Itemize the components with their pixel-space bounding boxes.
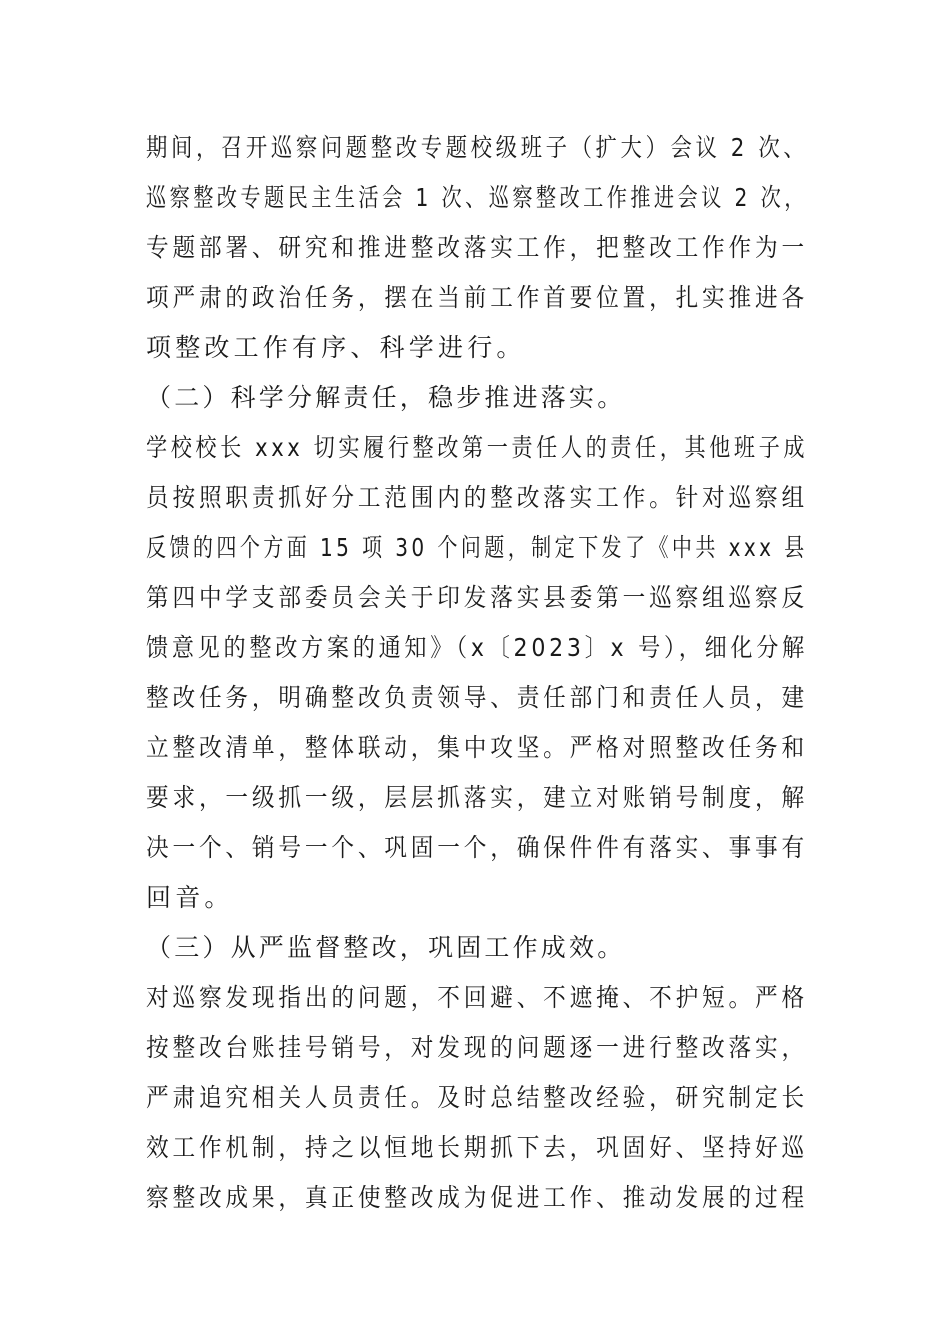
body-text-line: 效工作机制，持之以恒地长期抓下去，巩固好、坚持好巡	[146, 1133, 808, 1162]
section-heading-3: （三）从严监督整改，巩固工作成效。	[146, 933, 626, 962]
body-text-line: 整改任务，明确整改负责领导、责任部门和责任人员，建	[146, 683, 808, 712]
body-text-line: 严肃追究相关人员责任。及时总结整改经验，研究制定长	[146, 1083, 808, 1112]
section-heading-2: （二）科学分解责任，稳步推进落实。	[146, 383, 626, 412]
body-text-line: 要求，一级抓一级，层层抓落实，建立对账销号制度，解	[146, 783, 808, 812]
body-text-line: 项严肃的政治任务，摆在当前工作首要位置，扎实推进各	[146, 283, 808, 312]
body-text-line: 员按照职责抓好分工范围内的整改落实工作。针对巡察组	[146, 483, 808, 512]
body-text-line: 察整改成果，真正使整改成为促进工作、推动发展的过程	[146, 1183, 808, 1212]
body-text-line: 期间，召开巡察问题整改专题校级班子（扩大）会议 2 次、	[146, 133, 809, 162]
body-text-line: 学校校长 xxx 切实履行整改第一责任人的责任，其他班子成	[146, 433, 809, 462]
body-text-line: 项整改工作有序、科学进行。	[146, 333, 526, 362]
body-text-line: 馈意见的整改方案的通知》（x〔2023〕x 号），细化分解	[146, 633, 808, 662]
body-text-line: 反馈的四个方面 15 项 30 个问题，制定下发了《中共 xxx 县	[146, 533, 808, 562]
body-text-line: 专题部署、研究和推进整改落实工作，把整改工作作为一	[146, 233, 808, 262]
body-text-line: 回音。	[146, 883, 234, 912]
body-text-line: 巡察整改专题民主生活会 1 次、巡察整改工作推进会议 2 次，	[146, 183, 808, 212]
body-text-line: 对巡察发现指出的问题，不回避、不遮掩、不护短。严格	[146, 983, 808, 1012]
body-text-line: 立整改清单，整体联动，集中攻坚。严格对照整改任务和	[146, 733, 808, 762]
body-text-line: 决一个、销号一个、巩固一个，确保件件有落实、事事有	[146, 833, 808, 862]
body-text-line: 第四中学支部委员会关于印发落实县委第一巡察组巡察反	[146, 583, 808, 612]
body-text-line: 按整改台账挂号销号，对发现的问题逐一进行整改落实，	[146, 1033, 808, 1062]
